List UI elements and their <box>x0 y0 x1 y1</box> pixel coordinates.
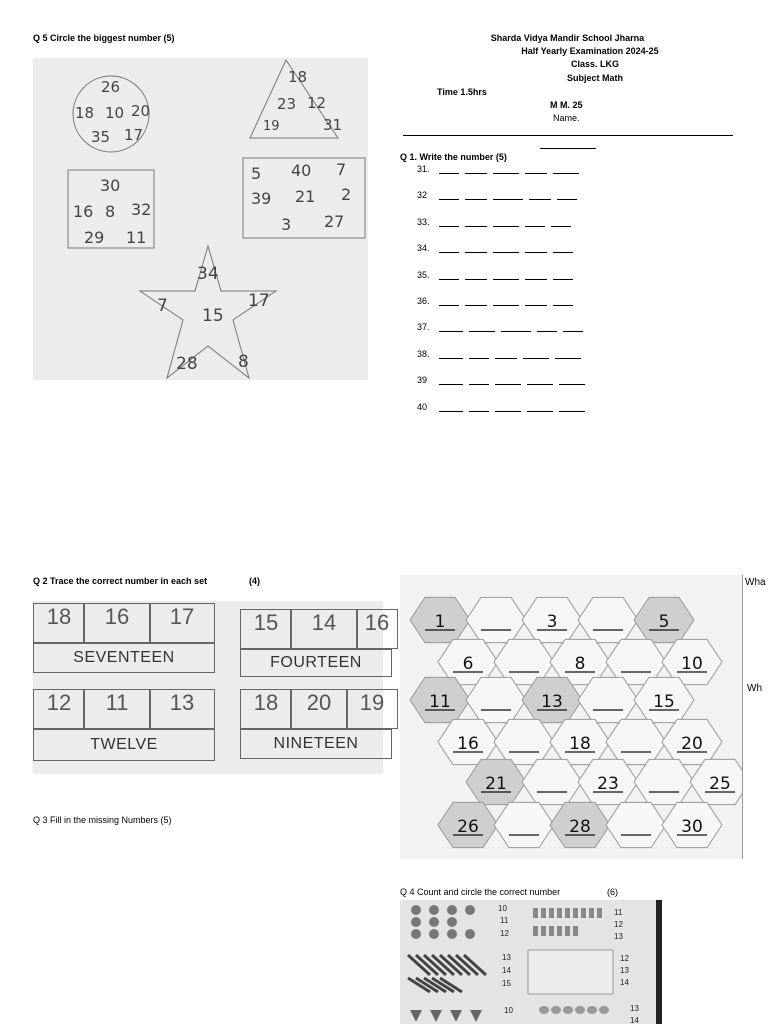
honeycomb-grid <box>400 575 768 859</box>
hex-number: 13 <box>541 692 563 712</box>
answer-blank[interactable] <box>439 402 463 412</box>
hex-number: 8 <box>574 654 586 674</box>
rect-number: 39 <box>251 189 272 208</box>
star-number: 15 <box>202 306 224 326</box>
hex-number: 3 <box>546 612 558 632</box>
circle-number: 35 <box>91 128 111 146</box>
q1-row <box>417 375 591 385</box>
name-underline <box>540 148 596 149</box>
option-number[interactable]: 13 <box>620 966 629 975</box>
hex-number: 11 <box>429 692 451 712</box>
hex-number: 21 <box>485 774 507 794</box>
answer-blank[interactable] <box>559 402 585 412</box>
answer-blank[interactable] <box>525 270 547 280</box>
exam-title: Half Yearly Examination 2024-25 <box>521 46 659 56</box>
answer-blank[interactable] <box>551 217 571 227</box>
number-word: TWELVE <box>33 729 215 761</box>
hex-number: 15 <box>653 692 675 712</box>
triangle-number: 18 <box>288 68 308 86</box>
q2-title: Q 2 Trace the correct number in each set <box>33 576 208 586</box>
trace-number[interactable]: 16 <box>83 603 151 643</box>
hex-number: 23 <box>597 774 619 794</box>
square-number: 8 <box>105 202 116 221</box>
option-number[interactable]: 12 <box>620 954 629 963</box>
q1-row-label: 39 <box>417 375 428 386</box>
q1-row <box>417 296 579 306</box>
triangle-number: 23 <box>277 95 297 113</box>
option-number[interactable]: 15 <box>502 979 511 988</box>
option-number[interactable]: 12 <box>614 920 623 929</box>
q3-title: Q 3 Fill in the missing Numbers (5) <box>33 815 172 825</box>
answer-blank[interactable] <box>439 296 459 306</box>
answer-blank[interactable] <box>553 164 579 174</box>
answer-blank[interactable] <box>559 375 585 385</box>
time-line: Time 1.5hrs <box>437 87 487 97</box>
answer-blank[interactable] <box>465 270 487 280</box>
name-label: Name. <box>553 113 580 123</box>
rect-number: 21 <box>295 187 316 206</box>
hex-cell <box>494 719 554 764</box>
answer-blank[interactable] <box>555 349 581 359</box>
hex-cell <box>466 597 526 642</box>
q4-title: Q 4 Count and circle the correct number <box>400 887 561 897</box>
option-number[interactable]: 10 <box>498 904 507 913</box>
rect-number: 40 <box>291 161 312 180</box>
q1-row <box>417 164 585 174</box>
option-number[interactable]: 13 <box>502 953 511 962</box>
hex-number: 20 <box>681 734 703 754</box>
q1-row <box>417 322 589 332</box>
answer-blank[interactable] <box>465 296 487 306</box>
trace-number[interactable]: 17 <box>149 603 215 643</box>
rect-number: 27 <box>324 212 345 231</box>
star-number: 34 <box>197 264 219 284</box>
answer-blank[interactable] <box>553 270 573 280</box>
square-number: 32 <box>131 200 152 219</box>
rect-number: 7 <box>336 160 347 179</box>
trace-number[interactable]: 15 <box>240 609 292 649</box>
answer-blank[interactable] <box>439 217 459 227</box>
option-number[interactable]: 14 <box>630 1016 639 1025</box>
side-text: Wha <box>745 577 766 588</box>
option-number[interactable]: 13 <box>630 1004 639 1013</box>
answer-blank[interactable] <box>469 322 495 332</box>
answer-blank[interactable] <box>523 349 549 359</box>
answer-blank[interactable] <box>525 296 547 306</box>
q1-row-label: 36. <box>417 296 430 306</box>
hex-cell <box>494 802 554 847</box>
answer-blank[interactable] <box>493 296 519 306</box>
star-number: 17 <box>248 291 270 311</box>
answer-blank[interactable] <box>501 322 531 332</box>
trace-number[interactable]: 13 <box>149 689 215 729</box>
answer-blank[interactable] <box>465 190 487 200</box>
q5-title: Q 5 Circle the biggest number (5) <box>33 33 175 43</box>
option-number[interactable]: 14 <box>620 978 629 987</box>
answer-blank[interactable] <box>493 217 519 227</box>
hex-cell <box>522 759 582 804</box>
hex-number: 10 <box>681 654 703 674</box>
hex-cell <box>606 802 666 847</box>
q1-row-label: 34. <box>417 243 430 254</box>
answer-blank[interactable] <box>439 243 459 253</box>
answer-blank[interactable] <box>493 190 523 200</box>
answer-blank[interactable] <box>495 375 521 385</box>
q4-counting-image <box>400 900 662 1024</box>
number-word: SEVENTEEN <box>33 643 215 673</box>
q1-row <box>417 190 583 200</box>
answer-blank[interactable] <box>529 190 551 200</box>
option-number[interactable]: 12 <box>500 929 509 938</box>
trace-number[interactable]: 19 <box>346 689 398 729</box>
rect-number: 2 <box>341 185 352 204</box>
hex-number: 25 <box>709 774 731 794</box>
answer-blank[interactable] <box>495 349 517 359</box>
option-number[interactable]: 11 <box>614 908 623 917</box>
answer-blank[interactable] <box>493 164 519 174</box>
q1-title: Q 1. Write the number (5) <box>400 152 507 162</box>
star-number: 8 <box>238 352 249 372</box>
answer-blank[interactable] <box>439 349 463 359</box>
square-number: 29 <box>84 228 105 247</box>
hex-number: 6 <box>462 654 474 674</box>
option-number[interactable]: 11 <box>500 916 509 925</box>
q1-row-label: 38. <box>417 348 430 359</box>
square-number: 11 <box>126 228 147 247</box>
q4-marks: (6) <box>607 887 618 897</box>
answer-blank[interactable] <box>439 164 459 174</box>
answer-blank[interactable] <box>537 322 557 332</box>
hex-cell <box>606 719 666 764</box>
trace-number[interactable]: 12 <box>33 689 85 729</box>
star-number: 28 <box>176 354 198 374</box>
triangle-number: 12 <box>307 94 327 112</box>
class-line: Class. LKG <box>570 59 619 69</box>
answer-blank[interactable] <box>527 375 553 385</box>
answer-blank[interactable] <box>469 349 489 359</box>
header-divider <box>403 135 733 136</box>
number-word: NINETEEN <box>240 729 392 759</box>
q1-row-label: 32 <box>417 190 428 201</box>
rect-number: 3 <box>281 215 292 234</box>
answer-blank[interactable] <box>439 375 463 385</box>
hex-number: 5 <box>658 612 670 632</box>
answer-blank[interactable] <box>439 190 459 200</box>
rect-number: 5 <box>251 164 262 183</box>
answer-blank[interactable] <box>557 190 577 200</box>
hex-number: 28 <box>569 817 591 837</box>
q1-row <box>417 217 577 227</box>
answer-blank[interactable] <box>553 296 573 306</box>
max-marks: M M. 25 <box>550 100 583 110</box>
trace-number[interactable]: 20 <box>290 689 348 729</box>
answer-blank[interactable] <box>553 243 573 253</box>
answer-blank[interactable] <box>563 322 583 332</box>
option-number[interactable]: 14 <box>502 966 511 975</box>
number-word: FOURTEEN <box>240 649 392 677</box>
triangle-number: 31 <box>323 116 343 134</box>
hex-number: 1 <box>434 612 446 632</box>
q1-row-label: 33. <box>417 216 430 227</box>
answer-blank[interactable] <box>525 217 545 227</box>
hex-number: 18 <box>569 734 591 754</box>
answer-blank[interactable] <box>469 402 489 412</box>
hex-cell <box>578 597 638 642</box>
q1-row <box>417 243 579 253</box>
trace-number[interactable]: 18 <box>33 603 85 643</box>
circle-number: 18 <box>75 104 95 122</box>
q2-worksheet-image <box>33 601 390 774</box>
trace-number[interactable]: 16 <box>356 609 398 649</box>
square-number: 16 <box>73 202 94 221</box>
star-number: 7 <box>157 296 168 316</box>
hex-number: 30 <box>681 817 703 837</box>
answer-blank[interactable] <box>525 243 547 253</box>
answer-blank[interactable] <box>465 243 487 253</box>
circle-number: 17 <box>124 126 144 144</box>
answer-blank[interactable] <box>469 375 489 385</box>
trace-number[interactable]: 11 <box>83 689 151 729</box>
q1-row-label: 31. <box>417 164 430 174</box>
q1-row-label: 35. <box>417 269 430 280</box>
square-number: 30 <box>100 176 121 195</box>
q2-marks: (4) <box>249 576 260 586</box>
option-number[interactable]: 13 <box>614 932 623 941</box>
hex-number: 26 <box>457 817 479 837</box>
circle-number: 10 <box>105 104 125 122</box>
q1-row-label: 37. <box>417 322 430 333</box>
answer-blank[interactable] <box>439 270 459 280</box>
answer-blank[interactable] <box>439 322 463 332</box>
option-number[interactable]: 10 <box>504 1006 513 1015</box>
answer-blank[interactable] <box>527 402 553 412</box>
answer-blank[interactable] <box>493 270 519 280</box>
answer-blank[interactable] <box>493 243 519 253</box>
answer-blank[interactable] <box>495 402 521 412</box>
circle-number: 20 <box>131 102 151 120</box>
adjacent-page-edge <box>742 575 769 859</box>
side-text: Wh <box>747 683 762 694</box>
trace-number[interactable]: 18 <box>240 689 292 729</box>
answer-blank[interactable] <box>465 164 487 174</box>
answer-blank[interactable] <box>525 164 547 174</box>
q5-worksheet-image <box>33 58 368 380</box>
trace-number[interactable]: 14 <box>290 609 358 649</box>
q1-row <box>417 402 591 412</box>
q1-row <box>417 270 579 280</box>
subject-line: Subject Math <box>566 73 623 83</box>
hex-number: 16 <box>457 734 479 754</box>
q1-row-label: 40 <box>417 401 428 412</box>
hex-cell <box>634 759 694 804</box>
q3-honeycomb-image <box>400 575 768 859</box>
school-name: Sharda Vidya Mandir School Jharna <box>490 33 645 43</box>
triangle-number: 19 <box>263 119 280 134</box>
circle-number: 26 <box>101 78 121 96</box>
answer-blank[interactable] <box>465 217 487 227</box>
q1-row <box>417 349 587 359</box>
